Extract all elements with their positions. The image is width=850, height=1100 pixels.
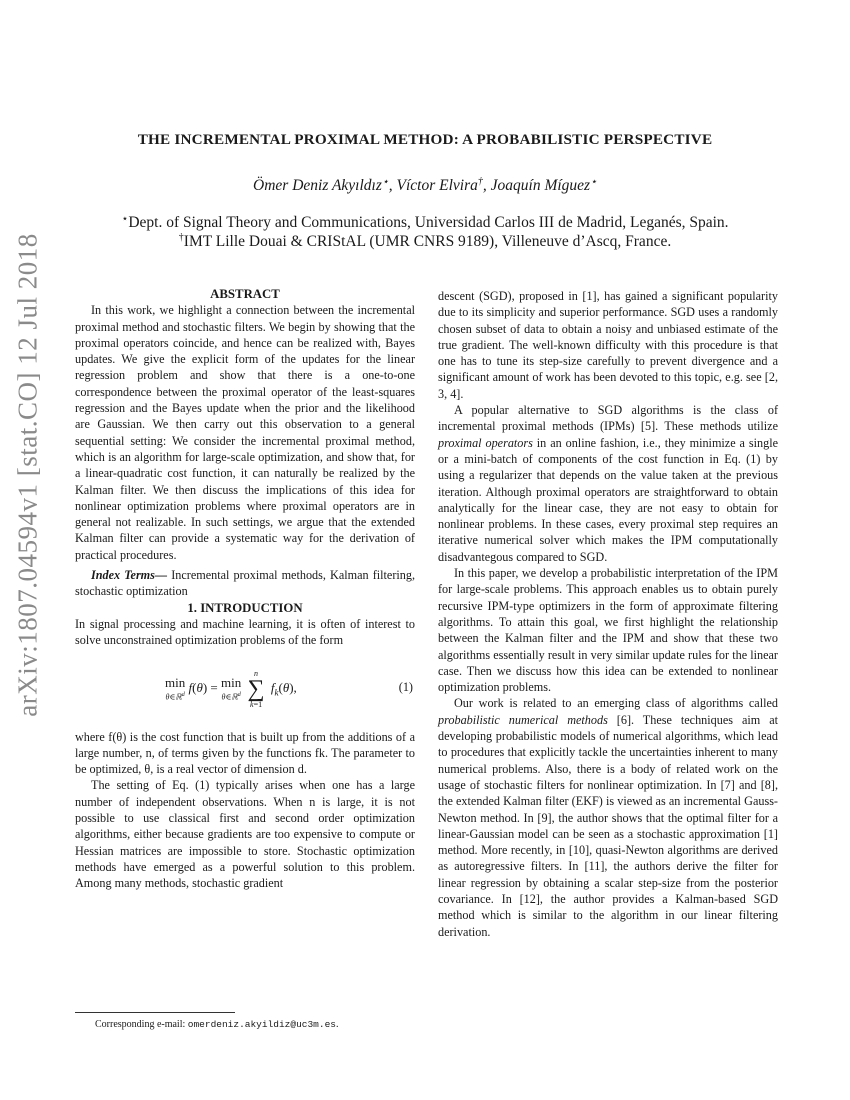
text-run: Our work is related to an emerging class of algorithms called — [454, 696, 778, 711]
index-terms-text: Incremental proximal methods, Kalman filtering, stochastic optimization — [75, 568, 415, 599]
arxiv-sidebar — [6, 233, 50, 717]
left-column — [75, 286, 415, 892]
intro-paragraph — [438, 695, 778, 939]
footnote-email: omerdeniz.akyildiz@uc3m.es — [187, 1019, 336, 1030]
arxiv-identifier: arXiv:1807.04594v1 [stat.CO] 12 Jul 2018 — [12, 233, 43, 717]
equation — [75, 657, 415, 725]
emphasis: proximal operators — [438, 435, 533, 450]
author-name: Víctor Elvira — [396, 177, 478, 194]
intro-paragraph: The setting of Eq. (1) typically arises when one has a large number of independent observations. When n is large, it is not possible to use classical first and second order optimization algorithms, either because gradients are too expensive to compute or Hessian matrices are impossible to store. Stochastic optimization methods have emerged as a powerful solution to this problem. Among many methods, stochastic gradient — [75, 778, 415, 891]
intro-paragraph: where f(θ) is the cost function that is built up from the additions of a large number, n, of terms given by the functions fk. The parameter to be optimized, θ, is a real vector of dimension d. — [75, 729, 415, 777]
right-column — [438, 288, 778, 940]
section-heading: 1. INTRODUCTION — [187, 600, 303, 615]
emphasis: probabilistic numerical methods — [438, 712, 608, 727]
index-terms — [75, 567, 415, 600]
intro-paragraph: In this paper, we develop a probabilistic interpretation of the IPM for large-scale problems. This approach enables us to obtain purely recursive IPM-type optimizers in the form of approximate filtering algorithms. To attain this goal, we first highlight the relationship between the Kalman filter and the IPM and show that these two algorithms essentially result in very similar update rules for the linear case. Then we discuss how this idea can be extended to nonlinear optimization problems. — [438, 566, 778, 695]
footnote-rule — [75, 1012, 235, 1013]
text-run: [6]. These techniques aim at developing probabilistic models of numerical algorithms, which lead to procedures that explicitly tackle the uncertainties inherent to many numerical problems. Also, there is a body of related work on the usage of stochastic filters for nonlinear optimization. In [7] and [8], the extended Kalman filter (EKF) is viewed as an incremental Gauss-Newton method. In [9], the author shows that the optimal filter for a linear-Gaussian model can be seen as a stochastic approximation [1] method. More recently, in [10], quasi-Newton algorithms are derived as autoregressive filters. In [11], the authors derive the filter for linear regression by obtaining a scalar step-size from the posterior covariance. In [12], the author provides a Kalman-based SGD method which is similar to the algorithm in our linear filtering derivation. — [438, 712, 778, 939]
author-mark: ⋆ — [590, 176, 597, 188]
footnote-label: Corresponding e-mail: — [95, 1019, 188, 1030]
affiliation — [60, 212, 790, 232]
affiliation — [60, 232, 790, 251]
author-list: Ömer Deniz Akyıldız⋆, Víctor Elvira†, Joaquín Míguez⋆ — [253, 175, 597, 194]
abstract-text: In this work, we highlight a connection between the incremental proximal method and stochastic filters. We begin by showing that the proximal operators coincide, and hence can be realized with, Bayes updates. We give the explicit form of the updates for the linear regression problem and show that there is a one-to-one correspondence between the proximal operator of the least-squares regression and the Bayes update when the prior and the likelihood are Gaussian. We then carry out this observation to a general sequential setting: We consider the incremental proximal method, which is an algorithm for large-scale optimization, and show that, for a linear-quadratic cost function, it can naturally be realized by the Kalman filter. We then discuss the implications of this idea for nonlinear optimization problems where proximal operators are in general not realizable. In such settings, we argue that the extended Kalman filter can provide a systematic way for the derivation of practical procedures. — [75, 303, 415, 562]
index-terms-label: Index Terms— — [91, 568, 168, 583]
equation-number: (1) — [398, 679, 413, 694]
text-run: A popular alternative to SGD algorithms is the class of incremental proximal methods (IPMs) [5]. These methods utilize — [438, 403, 778, 434]
author-name: Joaquín Míguez — [490, 177, 591, 194]
footnote-end: . — [336, 1019, 339, 1030]
intro-paragraph: descent (SGD), proposed in [1], has gained a significant popularity due to its simplicity and superior performance. SGD uses a randomly chosen subset of data to obtain a noisy and unbiased estimate of the true gradient. The well-known difficulty with this procedure is that one has to tune its step-size carefully to prevent divergence and a significant amount of work has been devoted to this topic, e.g. see [2, 3, 4]. — [438, 289, 778, 401]
affiliation-text: IMT Lille Douai & CRIStAL (UMR CNRS 9189), Villeneuve d’Ascq, France. — [183, 233, 672, 251]
paper-title: THE INCREMENTAL PROXIMAL METHOD: A PROBABILISTIC PERSPECTIVE — [137, 131, 713, 148]
author-name: Ömer Deniz Akyıldız — [253, 177, 382, 194]
intro-paragraph: In signal processing and machine learning, it is often of interest to solve unconstrained optimization problems of the form — [75, 616, 415, 648]
equation-body: min θ∈ℝ$^d$ f(θ) = min θ∈ℝ$^d$ n ∑ k=1 $f_k(\theta)$, — [165, 668, 297, 709]
affiliation-mark: ⋆ — [121, 213, 129, 225]
intro-paragraph — [438, 402, 778, 565]
abstract-heading: ABSTRACT — [210, 287, 280, 301]
affiliation-text: Dept. of Signal Theory and Communications, Universidad Carlos III de Madrid, Leganés, Spain. — [128, 214, 729, 231]
author-mark: † — [477, 175, 483, 187]
text-run: in an online fashion, i.e., they minimize a single or a mini-batch of components of the cost function in Eq. (1) by using a regularizer that depends on the value taken at the previous iteration. Although proximal operators are straightforward to obtain analytically for the linear case, they are not easy to obtain for nonlinear problems. In these cases, every proximal step requires an iterative numerical solver which makes the IPM computationally disadvantegous compared to SGD. — [438, 435, 778, 564]
affiliation-mark: † — [178, 232, 184, 243]
footnote — [95, 1019, 339, 1030]
author-mark: ⋆ — [381, 176, 389, 188]
